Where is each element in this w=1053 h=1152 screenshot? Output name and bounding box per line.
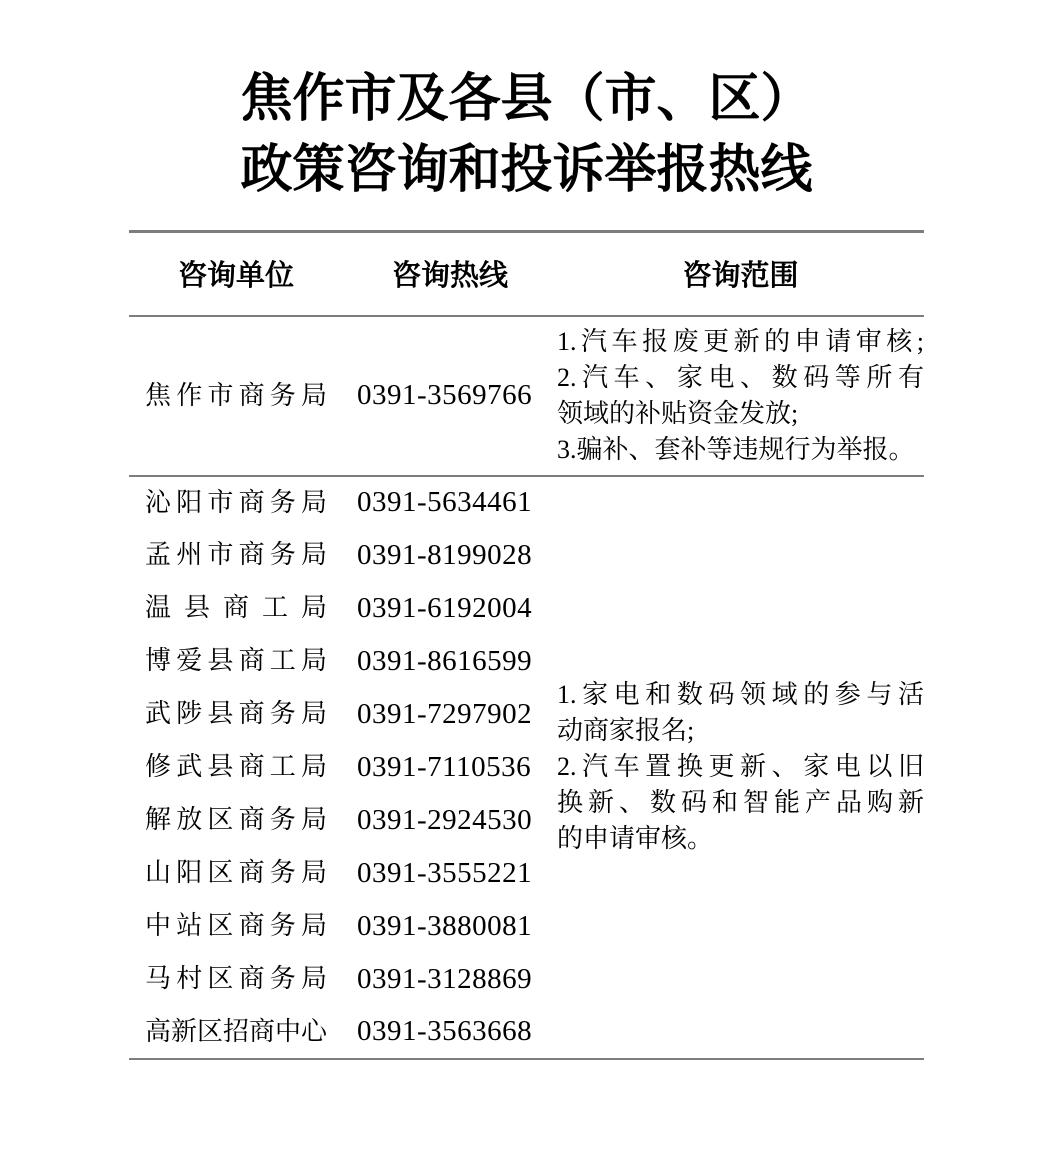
column-header-hotline: 咨询热线 [391,260,508,293]
unit-cell [129,476,343,529]
hotline-cell: 0391-3555221 [357,856,533,889]
hotline-cell: 0391-8199028 [357,538,533,571]
scope-line: 3.骗补、套补等违规行为举报。 [557,434,915,464]
scope-line: 换新、数码和智能产品购新 [557,788,924,817]
document-title-line-2: 政策咨询和投诉举报热线 [240,142,813,199]
scope-line: 2.汽车置换更新、家电以旧 [557,752,924,781]
hotline-cell: 0391-5634461 [357,486,533,518]
scope-line: 领域的补贴资金发放; [557,398,799,428]
hotline-cell: 0391-3563668 [357,1015,533,1047]
table-row [129,316,924,476]
unit-cell [129,847,343,900]
unit-cell [129,635,343,688]
unit-cell [129,1006,343,1059]
hotline-cell: 0391-6192004 [357,591,533,624]
document-title-line-1: 焦作市及各县（市、区） [240,71,813,128]
table-row [129,476,924,529]
scope-line: 1.汽车报废更新的申请审核; [557,326,924,356]
unit-name: 修武县商工局 [145,752,327,781]
unit-cell [129,900,343,953]
unit-name: 马村区商务局 [145,964,327,993]
hotline-cell: 0391-3880081 [357,909,533,942]
unit-cell [129,741,343,794]
table-header-row [129,232,924,316]
document-title [0,0,1053,206]
column-header-unit: 咨询单位 [177,260,294,293]
hotline-cell: 0391-8616599 [357,644,533,677]
scope-line: 的申请审核。 [557,824,714,853]
unit-name: 武陟县商务局 [145,699,327,728]
unit-name: 博爱县商工局 [145,646,327,675]
scope-line: 动商家报名; [557,716,695,745]
unit-cell [129,953,343,1006]
unit-cell [129,688,343,741]
hotline-cell: 0391-7110536 [357,750,532,783]
unit-name: 焦作市商务局 [145,380,327,410]
unit-cell [129,529,343,582]
hotline-cell: 0391-3128869 [357,962,533,995]
scope-line: 2.汽车、家电、数码等所有 [557,362,924,392]
unit-cell [129,316,343,476]
column-header-scope: 咨询范围 [682,260,799,293]
scope-cell-merged [557,476,924,1059]
hotline-table [129,230,924,1060]
unit-name: 温县商工局 [145,593,327,622]
hotline-cell: 0391-2924530 [357,803,533,836]
hotline-cell: 0391-7297902 [357,697,533,730]
hotline-cell: 0391-3569766 [357,379,533,411]
scope-line: 1.家电和数码领域的参与活 [557,680,924,709]
unit-name: 中站区商务局 [145,911,327,940]
unit-name: 沁阳市商务局 [145,487,327,517]
unit-cell [129,582,343,635]
unit-name: 解放区商务局 [145,805,327,834]
unit-name: 高新区招商中心 [145,1016,327,1046]
unit-name: 山阳区商务局 [145,858,327,887]
scope-cell [557,316,924,476]
unit-name: 孟州市商务局 [145,540,327,569]
unit-cell [129,794,343,847]
